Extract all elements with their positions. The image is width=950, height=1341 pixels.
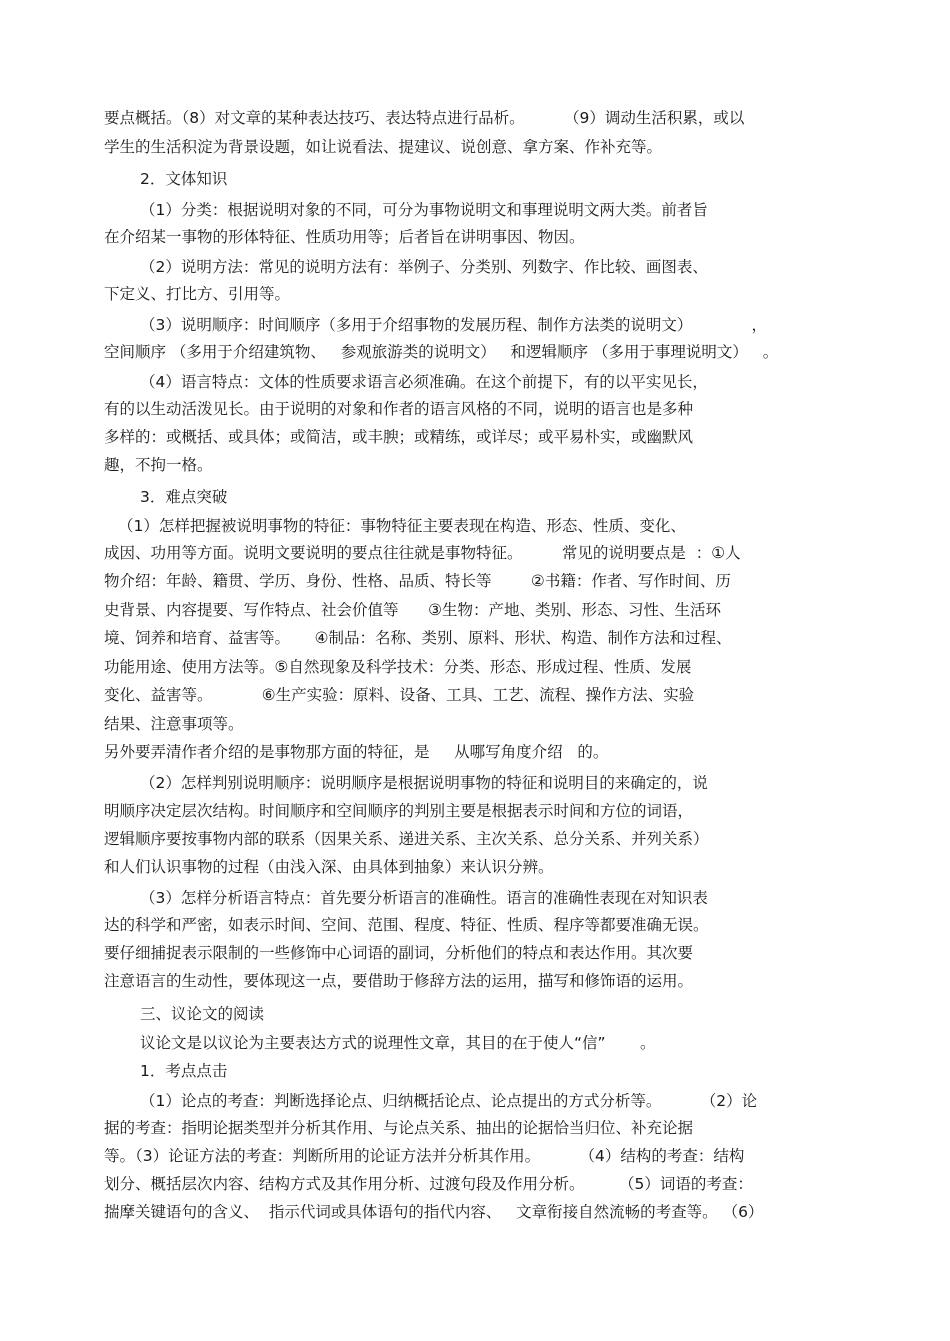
text-line: 史背景、内容提要、写作特点、社会价值等 ③生物：产地、类别、形态、习性、生活环 bbox=[104, 601, 721, 619]
text-line: 要点概括。（8）对文章的某种表达技巧、表达特点进行品析。 （9）调动生活积累，或以 bbox=[104, 109, 745, 127]
text-line: （4）语言特点：文体的性质要求语言必须准确。在这个前提下，有的以平实见长， bbox=[140, 373, 708, 391]
section-heading: 1．考点点击 bbox=[140, 1062, 228, 1080]
text-line: 变化、益害等。 ⑥生产实验：原料、设备、工具、工艺、流程、操作方法、实验 bbox=[104, 686, 695, 704]
text-line: 成因、功用等方面。说明文要说明的要点往往就是事物特征。 常见的说明要点是 ：①人 bbox=[104, 544, 741, 562]
text-line: 趣，不拘一格。 bbox=[104, 456, 213, 474]
text-line: 境、饲养和培育、益害等。 ④制品：名称、类别、原料、形状、构造、制作方法和过程、 bbox=[104, 629, 732, 647]
text-line: （3）怎样分析语言特点：首先要分析语言的准确性。语言的准确性表现在对知识表 bbox=[140, 889, 708, 907]
text-line: 注意语言的生动性，要体现这一点，要借助于修辞方法的运用，描写和修饰语的运用。 bbox=[104, 972, 694, 990]
text-line: （1）怎样把握被说明事物的特征：事物特征主要表现在构造、形态、性质、变化、 bbox=[118, 517, 686, 535]
text-line: 要仔细捕捉表示限制的一些修饰中心词语的副词，分析他们的特点和表达作用。其次要 bbox=[104, 944, 694, 962]
text-line: （1）分类：根据说明对象的不同，可分为事物说明文和事理说明文两大类。前者旨 bbox=[140, 201, 708, 219]
text-line: 有的以生动活泼见长。由于说明的对象和作者的语言风格的不同，说明的语言也是多种 bbox=[104, 400, 694, 418]
section-heading: 2．文体知识 bbox=[140, 170, 228, 188]
text-line: （2）怎样判别说明顺序：说明顺序是根据说明事物的特征和说明目的来确定的，说 bbox=[140, 774, 708, 792]
text-line: 下定义、打比方、引用等。 bbox=[104, 285, 291, 303]
text-line: 划分、概括层次内容、结构方式及其作用分析、过渡句段及作用分析。 （5）词语的考查： bbox=[104, 1175, 753, 1193]
text-line: 明顺序决定层次结构。时间顺序和空间顺序的判别主要是根据表示时间和方位的词语， bbox=[104, 802, 694, 820]
text-line: 物介绍：年龄、籍贯、学历、身份、性格、品质、特长等 ②书籍：作者、写作时间、历 bbox=[104, 572, 731, 590]
text-line: 议论文是以议论为主要表达方式的说理性文章，其目的在于使人“信” 。 bbox=[140, 1034, 656, 1052]
text-line: （1）论点的考查：判断选择论点、归纳概括论点、论点提出的方式分析等。 （2）论 bbox=[140, 1092, 758, 1110]
text-line: 功能用途、使用方法等。⑤自然现象及科学技术：分类、形态、形成过程、性质、发展 bbox=[104, 658, 692, 676]
text-line: （3）说明顺序：时间顺序（多用于介绍事物的发展历程、制作方法类的说明文） ， bbox=[140, 316, 767, 334]
text-line: 另外要弄清作者介绍的是事物那方面的特征，是 从哪写角度介绍 的。 bbox=[104, 743, 609, 761]
section-heading: 3．难点突破 bbox=[140, 488, 228, 506]
text-line: 结果、注意事项等。 bbox=[104, 715, 244, 733]
text-line: 揣摩关键语句的含义、 指示代词或具体语句的指代内容、 文章衔接自然流畅的考查等。 （6） bbox=[104, 1203, 764, 1221]
text-line: 在介绍某一事物的形体特征、性质功用等；后者旨在讲明事因、物因。 bbox=[104, 228, 585, 246]
text-line: 逻辑顺序要按事物内部的联系（因果关系、递进关系、主次关系、总分关系、并列关系） bbox=[104, 830, 709, 848]
text-line: 多样的：或概括、或具体；或简洁，或丰腴；或精练，或详尽；或平易朴实，或幽默风 bbox=[104, 428, 694, 446]
text-line: 空间顺序 （多用于介绍建筑物、 参观旅游类的说明文） 和逻辑顺序 （多用于事理说明文） 。 bbox=[104, 343, 779, 361]
text-line: 和人们认识事物的过程（由浅入深、由具体到抽象）来认识分辨。 bbox=[104, 858, 554, 876]
text-line: 达的科学和严密，如表示时间、空间、范围、程度、特征、性质、程序等都要准确无误。 bbox=[104, 916, 709, 934]
text-line: 学生的生活积淀为背景设题，如让说看法、提建议、说创意、拿方案、作补充等。 bbox=[104, 138, 663, 156]
text-line: 等。（3）论证方法的考查：判断所用的论证方法并分析其作用。 （4）结构的考查：结构 bbox=[104, 1147, 745, 1165]
text-line: （2）说明方法：常见的说明方法有：举例子、分类别、列数字、作比较、画图表、 bbox=[140, 258, 708, 276]
section-heading: 三、议论文的阅读 bbox=[140, 1005, 265, 1023]
text-line: 据的考查：指明论据类型并分析其作用、与论点关系、抽出的论据恰当归位、补充论据 bbox=[104, 1119, 694, 1137]
